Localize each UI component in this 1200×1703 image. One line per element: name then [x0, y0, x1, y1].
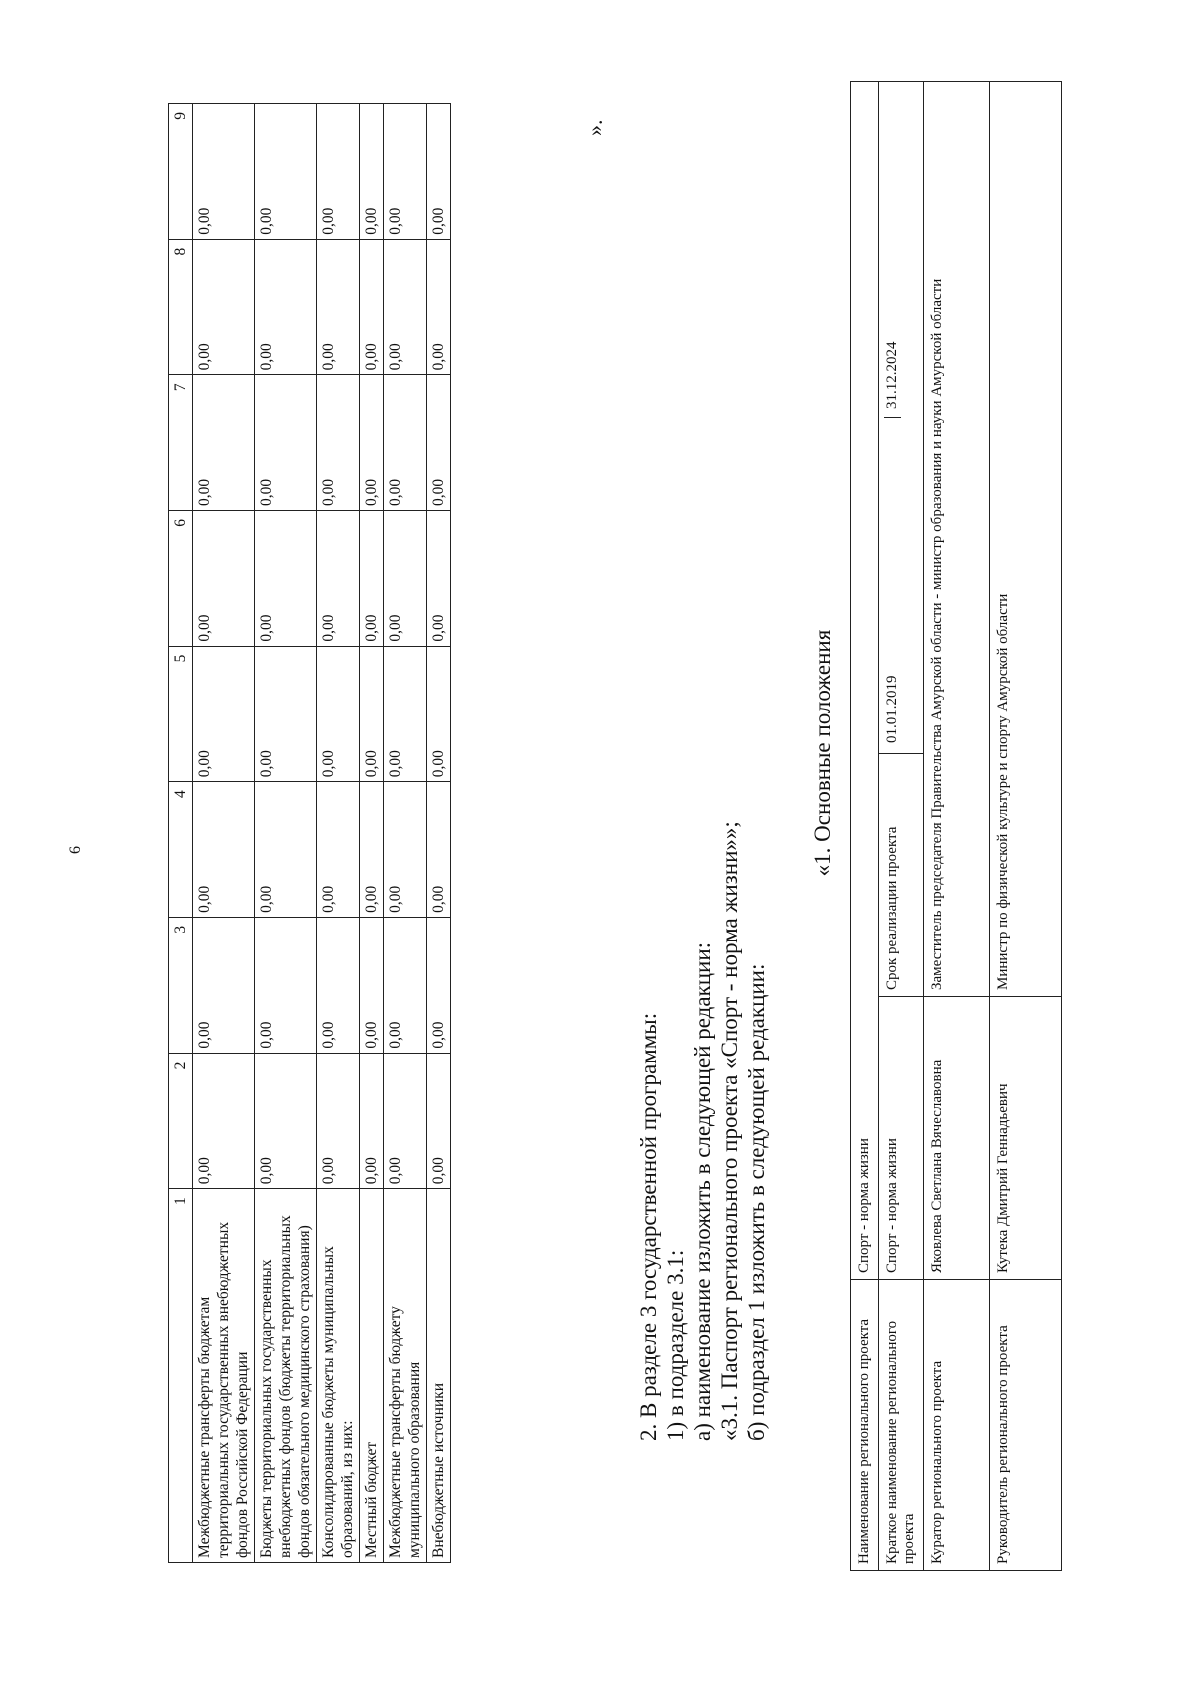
table-cell-value: 0,00	[427, 646, 451, 782]
period-start: 01.01.2019	[884, 418, 901, 748]
table-cell-value: 0,00	[193, 375, 255, 511]
table-cell-value: 0,00	[360, 239, 384, 375]
instruction-line: 2. В разделе 3 государственной программы:	[636, 1012, 661, 1441]
table-cell-value: 0,00	[255, 917, 317, 1053]
table-cell-value: 0,00	[384, 782, 427, 918]
table-cell-value: 0,00	[255, 375, 317, 511]
column-header: 4	[169, 782, 193, 918]
table-row	[360, 104, 384, 1563]
info-label: Куратор регионального проекта	[924, 1280, 990, 1571]
table-cell-value: 0,00	[360, 917, 384, 1053]
table-cell-value: 0,00	[255, 239, 317, 375]
funding-source-name: Местный бюджет	[360, 1189, 384, 1563]
info-row-name	[851, 82, 879, 1571]
period-subtable	[884, 88, 901, 747]
table-cell-value: 0,00	[360, 104, 384, 240]
table-cell-value: 0,00	[255, 104, 317, 240]
info-label: Наименование регионального проекта	[851, 1280, 879, 1571]
table-cell-value: 0,00	[317, 104, 360, 240]
table-row	[427, 104, 451, 1563]
column-header: 8	[169, 239, 193, 375]
section-heading: «1. Основные положения	[810, 629, 835, 877]
column-header: 7	[169, 375, 193, 511]
instruction-line: «3.1. Паспорт регионального проекта «Спорт - норма жизни»»;	[717, 821, 742, 1441]
info-row-head	[990, 82, 1062, 1571]
table-row	[384, 104, 427, 1563]
table-cell-value: 0,00	[193, 782, 255, 918]
table-cell-value: 0,00	[427, 1053, 451, 1189]
info-row-short-name	[879, 82, 924, 1571]
info-label: Краткое наименование регионального проекта	[879, 1280, 924, 1571]
column-header: 5	[169, 646, 193, 782]
info-position: Заместитель председателя Правительства Амурской области - министр образования и науки Амурской области	[924, 82, 990, 997]
table-row	[193, 104, 255, 1563]
page-number: 6	[67, 846, 84, 854]
info-row-curator	[924, 82, 990, 1571]
table-cell-value: 0,00	[360, 646, 384, 782]
instruction-line: а) наименование изложить в следующей редакции:	[690, 941, 715, 1441]
table-cell-value: 0,00	[193, 917, 255, 1053]
column-header: 2	[169, 1053, 193, 1189]
table-cell-value: 0,00	[360, 782, 384, 918]
table-cell-value: 0,00	[317, 511, 360, 647]
table-cell-value: 0,00	[317, 375, 360, 511]
table-cell-value: 0,00	[384, 104, 427, 240]
funding-source-name: Внебюджетные источники	[427, 1189, 451, 1563]
table-cell-value: 0,00	[427, 375, 451, 511]
funding-source-name: Межбюджетные трансферты бюджету муниципального образования	[384, 1189, 427, 1563]
table-cell-value: 0,00	[384, 917, 427, 1053]
column-header: 9	[169, 104, 193, 240]
table-cell-value: 0,00	[427, 511, 451, 647]
info-label: Руководитель регионального проекта	[990, 1280, 1062, 1571]
table-cell-value: 0,00	[193, 1053, 255, 1189]
table-cell-value: 0,00	[360, 375, 384, 511]
table-cell-value: 0,00	[255, 646, 317, 782]
instruction-line: 1) в подразделе 3.1:	[663, 1249, 688, 1441]
table-cell-value: 0,00	[193, 646, 255, 782]
info-person: Яковлева Светлана Вячеславовна	[924, 997, 990, 1280]
table-cell-value: 0,00	[360, 511, 384, 647]
table-cell-value: 0,00	[193, 104, 255, 240]
funding-source-name: Межбюджетные трансферты бюджетам территориальных государственных внебюджетных фондов Российской Федерации	[193, 1189, 255, 1563]
table-cell-value: 0,00	[384, 375, 427, 511]
info-value: Спорт - норма жизни	[879, 997, 924, 1280]
table-cell-value: 0,00	[193, 511, 255, 647]
period-end: 31.12.2024	[884, 341, 900, 409]
table-row	[255, 104, 317, 1563]
table-cell-value: 0,00	[427, 104, 451, 240]
period-values	[879, 82, 924, 754]
table-cell-value: 0,00	[427, 239, 451, 375]
instruction-line: б) подраздел 1 изложить в следующей редакции:	[744, 963, 769, 1441]
table-row	[317, 104, 360, 1563]
table-cell-value: 0,00	[317, 1053, 360, 1189]
period-label: Срок реализации проекта	[879, 754, 924, 997]
table-cell-value: 0,00	[384, 1053, 427, 1189]
table-cell-value: 0,00	[193, 239, 255, 375]
column-header: 6	[169, 511, 193, 647]
table-cell-value: 0,00	[384, 646, 427, 782]
funding-source-name: Консолидированные бюджеты муниципальных образований, из них:	[317, 1189, 360, 1563]
funding-source-name: Бюджеты территориальных государственных внебюджетных фондов (бюджеты территориальных фондов обязательного медицинского страхования)	[255, 1189, 317, 1563]
closing-quote: ».	[582, 119, 607, 136]
table-cell-value: 0,00	[255, 511, 317, 647]
info-value: Спорт - норма жизни	[851, 82, 879, 1280]
table-cell-value: 0,00	[427, 782, 451, 918]
info-person: Кутека Дмитрий Геннадьевич	[990, 997, 1062, 1280]
table-cell-value: 0,00	[255, 782, 317, 918]
project-info-table	[850, 81, 1062, 1571]
table-cell-value: 0,00	[317, 646, 360, 782]
table-cell-value: 0,00	[255, 1053, 317, 1189]
table-cell-value: 0,00	[317, 239, 360, 375]
info-position: Министр по физической культуре и спорту Амурской области	[990, 82, 1062, 997]
table-cell-value: 0,00	[360, 1053, 384, 1189]
column-header: 1	[169, 1189, 193, 1563]
financing-table-header-row	[169, 104, 193, 1563]
table-cell-value: 0,00	[384, 511, 427, 647]
table-cell-value: 0,00	[384, 239, 427, 375]
financing-table	[168, 103, 451, 1563]
table-cell-value: 0,00	[317, 917, 360, 1053]
table-cell-value: 0,00	[427, 917, 451, 1053]
table-cell-value: 0,00	[317, 782, 360, 918]
amendment-instructions	[635, 221, 770, 1441]
column-header: 3	[169, 917, 193, 1053]
